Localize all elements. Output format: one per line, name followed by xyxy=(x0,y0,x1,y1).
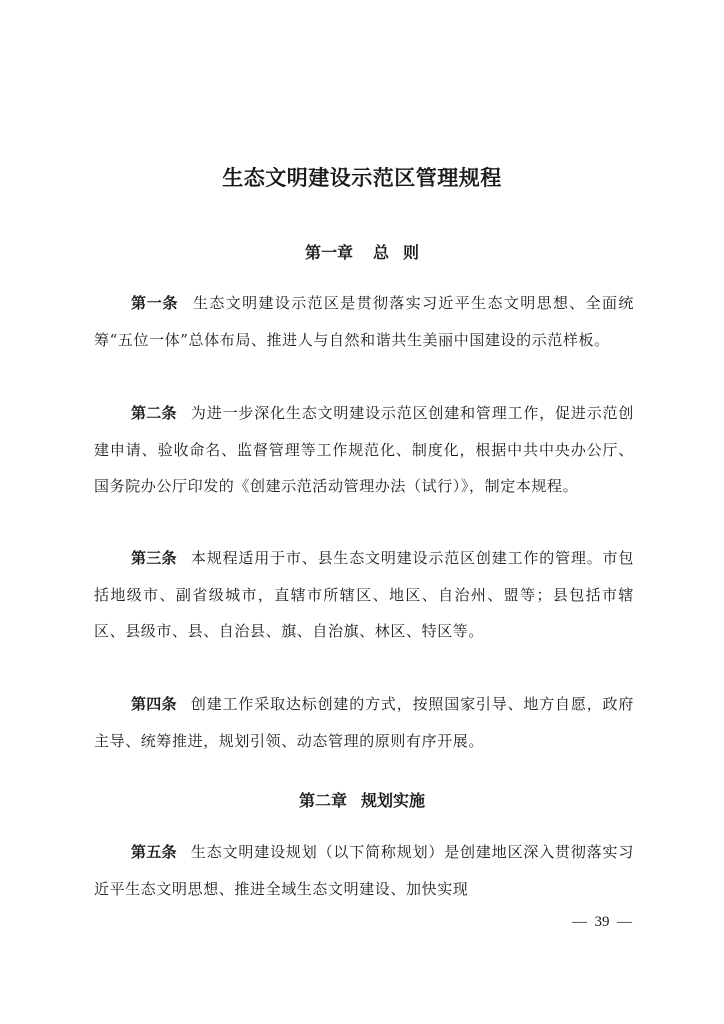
chapter-name: 规划实施 xyxy=(361,791,426,810)
article-1 xyxy=(94,285,634,358)
article-5 xyxy=(94,834,634,907)
article-label: 第三条 xyxy=(131,549,177,567)
article-text: 生态文明建设规划（以下简称规划）是创建地区深入贯彻落实习近平生态文明思想、推进全域生态文明建设、加快实现 xyxy=(94,843,634,898)
article-text: 创建工作采取达标创建的方式，按照国家引导、地方自愿，政府主导、统筹推进，规划引领、动态管理的原则有序开展。 xyxy=(94,695,634,750)
document-title: 生态文明建设示范区管理规程 xyxy=(222,166,502,190)
page-number xyxy=(572,910,632,934)
article-text: 生态文明建设示范区是贯彻落实习近平生态文明思想、全面统筹“五位一体”总体布局、推进人与自然和谐共生美丽中国建设的示范样板。 xyxy=(94,294,634,349)
page-number-dash-left: — xyxy=(572,914,587,930)
article-3 xyxy=(94,540,634,650)
chapter-heading-2 xyxy=(0,788,724,814)
chapter-name: 总 xyxy=(372,243,389,262)
page-number-value: 39 xyxy=(594,914,610,930)
article-label: 第一条 xyxy=(131,294,179,312)
article-label: 第五条 xyxy=(131,843,177,861)
article-text: 本规程适用于市、县生态文明建设示范区创建工作的管理。市包括地级市、副省级城市，直辖市所辖区、地区、自治州、盟等；县包括市辖区、县级市、县、自治县、旗、自治旗、林区、特区等。 xyxy=(94,549,634,641)
chapter-label: 第二章 xyxy=(298,791,347,810)
article-label: 第四条 xyxy=(131,695,177,713)
article-label: 第二条 xyxy=(131,404,177,422)
chapter-label: 第一章 xyxy=(304,243,353,262)
page-number-dash-right: — xyxy=(617,914,632,930)
chapter-heading-1 xyxy=(0,240,724,266)
article-2 xyxy=(94,395,634,505)
chapter-name-2: 则 xyxy=(403,243,420,262)
article-text: 为进一步深化生态文明建设示范区创建和管理工作，促进示范创建申请、验收命名、监督管理等工作规范化、制度化，根据中共中央办公厅、国务院办公厅印发的《创建示范活动管理办法（试行）》，制定本规程。 xyxy=(94,404,634,496)
article-4 xyxy=(94,686,634,759)
